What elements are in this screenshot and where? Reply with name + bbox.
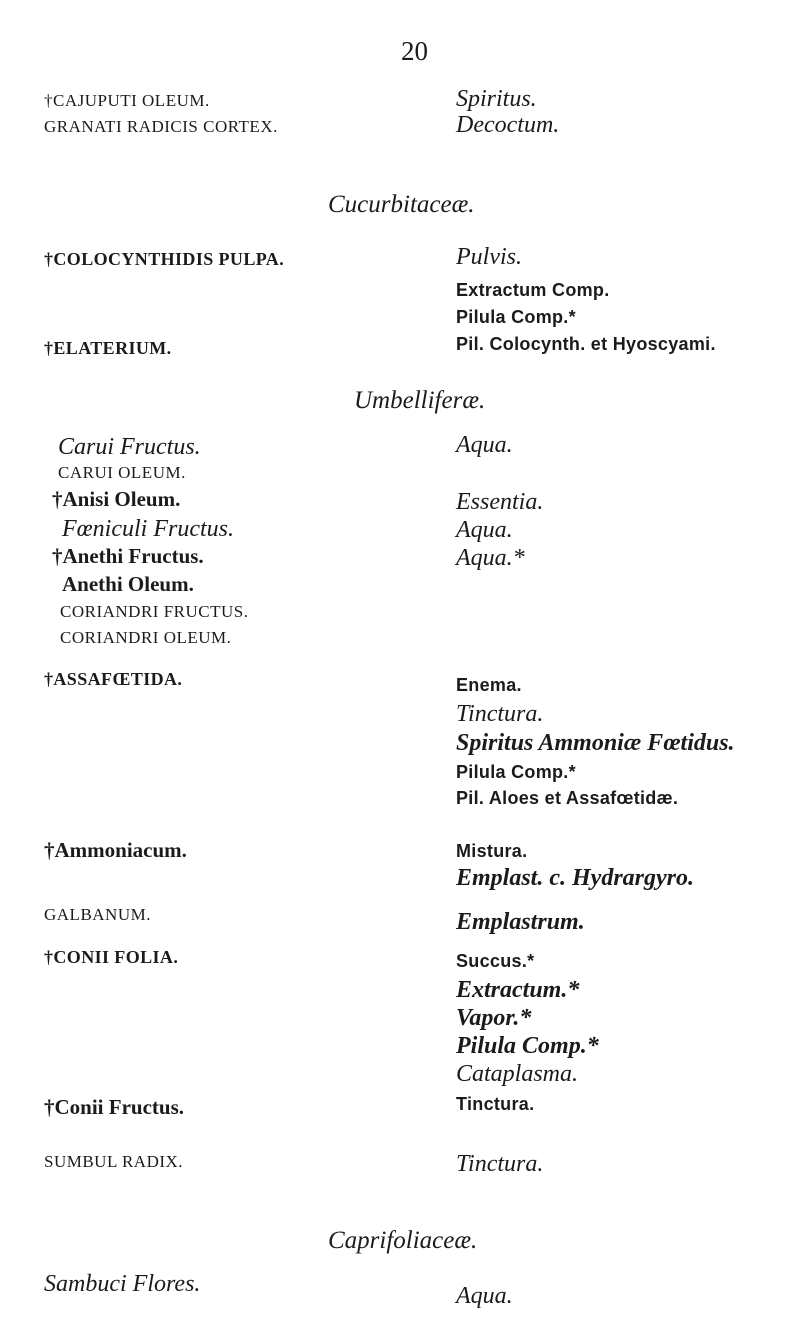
prep-pilula-comp-conii: Pilula Comp.* xyxy=(456,1033,599,1059)
entry-coriandri-oleum: CORIANDRI OLEUM. xyxy=(60,628,232,647)
section-heading-cucurbitaceae: Cucurbitaceæ. xyxy=(328,191,475,218)
entry-conii-folia: †CONII FOLIA. xyxy=(44,947,179,967)
prep-emplastrum-galbanum: Emplastrum. xyxy=(456,909,585,935)
prep-pilula-comp-assafoetida: Pilula Comp.* xyxy=(456,762,576,782)
entry-anethi-oleum: Anethi Oleum. xyxy=(62,572,194,596)
entry-colocynthidis-pulpa: †COLOCYNTHIDIS PULPA. xyxy=(44,249,285,269)
entry-ammoniacum: †Ammoniacum. xyxy=(44,838,187,862)
section-heading-umbelliferae: Umbelliferæ. xyxy=(354,387,486,414)
entry-sumbul-radix: SUMBUL RADIX. xyxy=(44,1152,184,1171)
prep-spiritus: Spiritus. xyxy=(456,86,537,112)
prep-pilula-comp: Pilula Comp.* xyxy=(456,307,576,327)
prep-cataplasma-conii: Cataplasma. xyxy=(456,1061,579,1087)
prep-vapor-conii: Vapor.* xyxy=(456,1005,532,1031)
entry-sambuci-flores: Sambuci Flores. xyxy=(44,1271,201,1297)
prep-aqua-sambuci: Aqua. xyxy=(456,1283,513,1309)
prep-extractum-comp: Extractum Comp. xyxy=(456,280,610,300)
prep-mistura: Mistura. xyxy=(456,841,528,861)
prep-enema: Enema. xyxy=(456,675,522,695)
prep-decoctum: Decoctum. xyxy=(456,112,560,138)
prep-essentia-anisi: Essentia. xyxy=(456,489,544,515)
prep-aqua-carui: Aqua. xyxy=(456,432,513,458)
entry-foeniculi-fructus: Fœniculi Fructus. xyxy=(62,516,234,542)
prep-extractum-conii: Extractum.* xyxy=(456,977,580,1003)
prep-tinctura-conii: Tinctura. xyxy=(456,1094,535,1114)
prep-succus-conii: Succus.* xyxy=(456,951,535,971)
entry-cajuputi-oleum: †CAJUPUTI OLEUM. xyxy=(44,91,210,110)
entry-assafoetida: †ASSAFŒTIDA. xyxy=(44,669,183,689)
entry-granati-radicis-cortex: GRANATI RADICIS CORTEX. xyxy=(44,117,278,136)
section-heading-caprifoliaceae: Caprifoliaceæ. xyxy=(328,1227,478,1254)
entry-anethi-fructus: †Anethi Fructus. xyxy=(52,544,204,568)
entry-anisi-oleum: †Anisi Oleum. xyxy=(52,487,181,511)
prep-pil-aloes-assafoetidae: Pil. Aloes et Assafœtidæ. xyxy=(456,788,679,808)
prep-aqua-foeniculi: Aqua. xyxy=(456,517,513,543)
entry-coriandri-fructus: CORIANDRI FRUCTUS. xyxy=(60,602,249,621)
prep-emplast-hydrargyro: Emplast. c. Hydrargyro. xyxy=(456,865,694,891)
page-number: 20 xyxy=(401,36,428,66)
entry-carui-fructus: Carui Fructus. xyxy=(58,434,201,460)
entry-carui-oleum: CARUI OLEUM. xyxy=(58,463,186,482)
entry-elaterium: †ELATERIUM. xyxy=(44,338,172,358)
prep-tinctura-assafoetida: Tinctura. xyxy=(456,701,544,727)
prep-aqua-anethi: Aqua.* xyxy=(456,545,525,571)
entry-conii-fructus: †Conii Fructus. xyxy=(44,1095,185,1119)
prep-pulvis: Pulvis. xyxy=(456,244,522,270)
entry-galbanum: GALBANUM. xyxy=(44,905,151,924)
prep-pil-colocynth-hyoscyami: Pil. Colocynth. et Hyoscyami. xyxy=(456,334,716,354)
prep-tinctura-sumbul: Tinctura. xyxy=(456,1151,544,1177)
prep-spiritus-ammoniae-foetidus: Spiritus Ammoniæ Fœtidus. xyxy=(456,730,735,756)
